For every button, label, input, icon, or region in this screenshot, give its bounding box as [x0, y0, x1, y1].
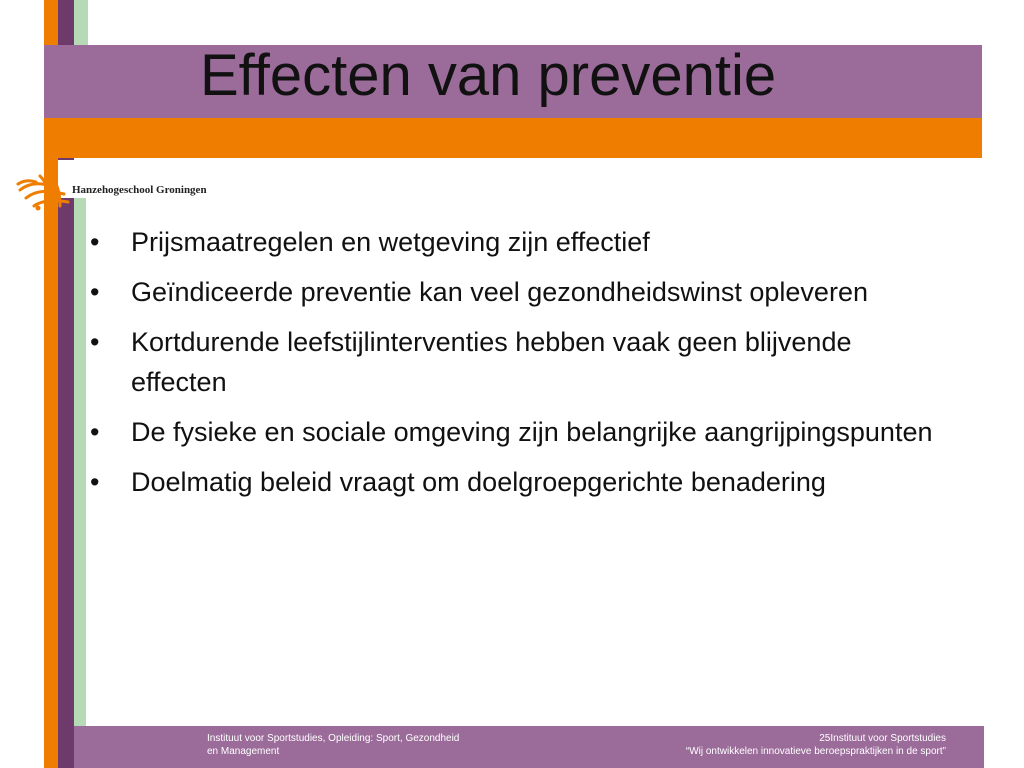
- list-item: [90, 322, 940, 402]
- bullet-dot-icon: •: [90, 327, 100, 357]
- bullet-text: Geïndiceerde preventie kan veel gezondheidswinst opleveren: [131, 277, 868, 307]
- bullet-dot-icon: •: [90, 227, 100, 257]
- footer-left-line1: Instituut voor Sportstudies, Opleiding: Sport, Gezondheid: [207, 733, 460, 744]
- slide-title: Effecten van preventie: [200, 43, 777, 108]
- bullet-dot-icon: •: [90, 277, 100, 307]
- logo-text: Hanzehogeschool Groningen: [72, 184, 207, 196]
- footer-right-text: [560, 732, 946, 758]
- list-item: [90, 272, 940, 312]
- footer-left-text: [207, 732, 527, 758]
- footer-right-line2: “Wij ontwikkelen innovatieve beroepspraktijken in de sport”: [685, 746, 946, 757]
- bullet-dot-icon: •: [90, 467, 100, 497]
- footer-left-line2: en Management: [207, 746, 280, 757]
- bullet-text: Doelmatig beleid vraagt om doelgroepgerichte benadering: [131, 467, 826, 497]
- orange-band: [44, 118, 982, 158]
- bullet-dot-icon: •: [90, 417, 100, 447]
- footer-right-line1: 25Instituut voor Sportstudies: [819, 733, 946, 744]
- purple-stripe-lower: [58, 198, 74, 768]
- green-stripe-top: [74, 0, 88, 45]
- bullet-text: De fysieke en sociale omgeving zijn belangrijke aangrijpingspunten: [131, 417, 933, 447]
- bullet-text: Kortdurende leefstijlinterventies hebben vaak geen blijvende effecten: [131, 327, 852, 397]
- list-item: [90, 222, 940, 262]
- bullet-text: Prijsmaatregelen en wetgeving zijn effectief: [131, 227, 650, 257]
- green-stripe-lower: [74, 198, 86, 726]
- list-item: [90, 412, 940, 452]
- list-item: [90, 462, 940, 502]
- bullet-list: [90, 222, 940, 512]
